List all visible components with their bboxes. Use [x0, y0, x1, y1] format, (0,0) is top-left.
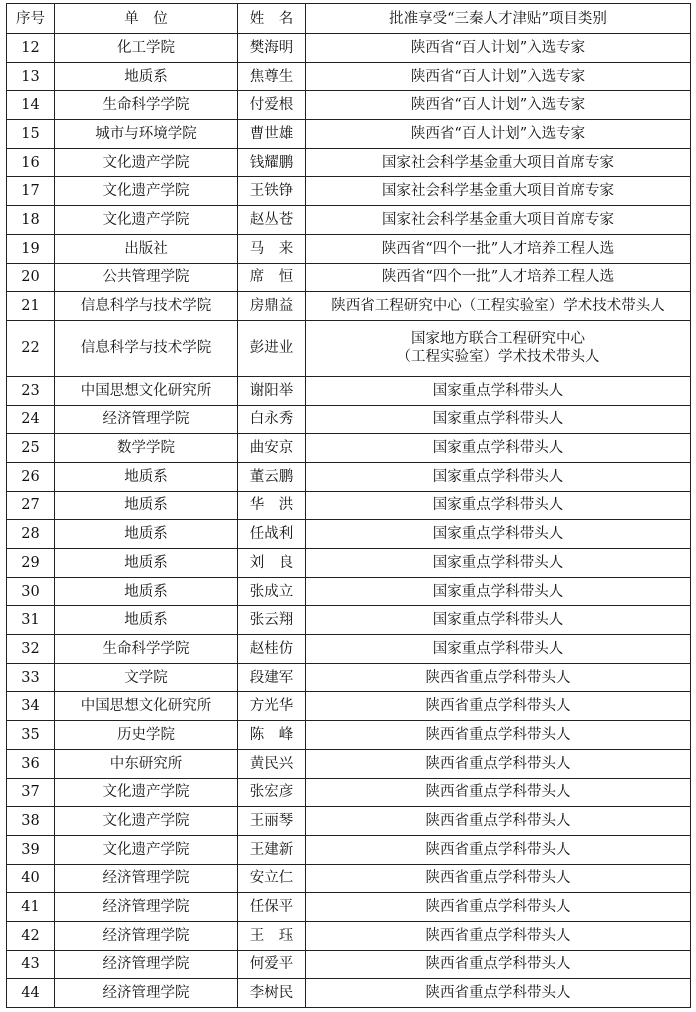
row-category: 陕西省工程研究中心（工程实验室）学术技术带头人 — [306, 292, 691, 321]
table-row — [7, 950, 691, 979]
talent-allowance-table — [6, 3, 691, 1008]
row-unit: 城市与环境学院 — [55, 120, 238, 149]
row-unit: 经济管理学院 — [55, 864, 238, 893]
row-person-name: 樊海明 — [238, 34, 306, 63]
row-person-name: 董云鹏 — [238, 462, 306, 491]
table-row — [7, 148, 691, 177]
row-category — [306, 320, 691, 376]
table-row — [7, 692, 691, 721]
table-row — [7, 979, 691, 1008]
row-unit: 经济管理学院 — [55, 893, 238, 922]
row-serial-number: 14 — [7, 91, 55, 120]
row-category: 国家重点学科带头人 — [306, 549, 691, 578]
row-person-name: 华 洪 — [238, 491, 306, 520]
table-row — [7, 635, 691, 664]
table-row — [7, 177, 691, 206]
row-person-name: 钱耀鹏 — [238, 148, 306, 177]
row-unit: 中国思想文化研究所 — [55, 692, 238, 721]
row-person-name: 刘 良 — [238, 549, 306, 578]
table-row — [7, 893, 691, 922]
table-row — [7, 663, 691, 692]
row-unit: 生命科学学院 — [55, 635, 238, 664]
row-unit: 历史学院 — [55, 721, 238, 750]
header-row — [7, 4, 691, 34]
table-row — [7, 778, 691, 807]
row-serial-number: 20 — [7, 263, 55, 292]
table-row — [7, 34, 691, 63]
row-category: 陕西省“百人计划”入选专家 — [306, 62, 691, 91]
row-person-name: 曲安京 — [238, 434, 306, 463]
row-serial-number: 15 — [7, 120, 55, 149]
row-person-name: 王铁铮 — [238, 177, 306, 206]
row-category: 国家社会科学基金重大项目首席专家 — [306, 206, 691, 235]
row-serial-number: 18 — [7, 206, 55, 235]
table-row — [7, 405, 691, 434]
row-serial-number: 27 — [7, 491, 55, 520]
row-unit: 文化遗产学院 — [55, 206, 238, 235]
row-unit: 经济管理学院 — [55, 979, 238, 1008]
row-unit: 文化遗产学院 — [55, 807, 238, 836]
row-unit: 文化遗产学院 — [55, 177, 238, 206]
table-row — [7, 835, 691, 864]
row-category: 陕西省重点学科带头人 — [306, 950, 691, 979]
row-category: 陕西省重点学科带头人 — [306, 692, 691, 721]
row-unit: 地质系 — [55, 606, 238, 635]
row-unit: 地质系 — [55, 462, 238, 491]
row-person-name: 彭进业 — [238, 320, 306, 376]
row-unit: 文化遗产学院 — [55, 835, 238, 864]
row-unit: 地质系 — [55, 491, 238, 520]
row-category: 国家重点学科带头人 — [306, 434, 691, 463]
row-category: 国家社会科学基金重大项目首席专家 — [306, 148, 691, 177]
row-category: 陕西省重点学科带头人 — [306, 721, 691, 750]
row-category: 国家重点学科带头人 — [306, 577, 691, 606]
table-row — [7, 320, 691, 376]
row-serial-number: 17 — [7, 177, 55, 206]
table-header — [7, 4, 691, 34]
row-serial-number: 34 — [7, 692, 55, 721]
row-person-name: 王建新 — [238, 835, 306, 864]
row-unit: 出版社 — [55, 234, 238, 263]
row-person-name: 任保平 — [238, 893, 306, 922]
row-person-name: 张成立 — [238, 577, 306, 606]
row-serial-number: 37 — [7, 778, 55, 807]
row-person-name: 谢阳举 — [238, 376, 306, 405]
row-category: 国家重点学科带头人 — [306, 462, 691, 491]
table-row — [7, 721, 691, 750]
row-serial-number: 16 — [7, 148, 55, 177]
row-serial-number: 30 — [7, 577, 55, 606]
row-serial-number: 32 — [7, 635, 55, 664]
row-serial-number: 19 — [7, 234, 55, 263]
row-category: 陕西省重点学科带头人 — [306, 921, 691, 950]
table-row — [7, 520, 691, 549]
row-unit: 公共管理学院 — [55, 263, 238, 292]
row-category: 陕西省重点学科带头人 — [306, 864, 691, 893]
row-category: 陕西省“四个一批”人才培养工程人选 — [306, 234, 691, 263]
row-unit: 地质系 — [55, 549, 238, 578]
row-serial-number: 36 — [7, 749, 55, 778]
header-category: 批准享受“三秦人才津贴”项目类别 — [306, 4, 691, 34]
row-unit: 文化遗产学院 — [55, 148, 238, 177]
row-serial-number: 26 — [7, 462, 55, 491]
row-person-name: 任战利 — [238, 520, 306, 549]
row-category: 陕西省重点学科带头人 — [306, 663, 691, 692]
row-category: 陕西省重点学科带头人 — [306, 807, 691, 836]
row-person-name: 李树民 — [238, 979, 306, 1008]
row-unit: 中东研究所 — [55, 749, 238, 778]
row-person-name: 何爱平 — [238, 950, 306, 979]
table-row — [7, 462, 691, 491]
table-row — [7, 807, 691, 836]
row-category: 国家社会科学基金重大项目首席专家 — [306, 177, 691, 206]
row-person-name: 陈 峰 — [238, 721, 306, 750]
row-category: 陕西省重点学科带头人 — [306, 979, 691, 1008]
row-serial-number: 23 — [7, 376, 55, 405]
table-row — [7, 91, 691, 120]
row-serial-number: 35 — [7, 721, 55, 750]
table-row — [7, 606, 691, 635]
row-category: 陕西省“百人计划”入选专家 — [306, 120, 691, 149]
row-person-name: 黄民兴 — [238, 749, 306, 778]
table-row — [7, 292, 691, 321]
row-category: 国家重点学科带头人 — [306, 405, 691, 434]
row-unit: 文学院 — [55, 663, 238, 692]
row-category: 陕西省“百人计划”入选专家 — [306, 91, 691, 120]
row-category: 国家重点学科带头人 — [306, 635, 691, 664]
row-category: 国家重点学科带头人 — [306, 520, 691, 549]
table-row — [7, 263, 691, 292]
row-serial-number: 42 — [7, 921, 55, 950]
row-unit: 地质系 — [55, 62, 238, 91]
row-category: 陕西省重点学科带头人 — [306, 893, 691, 922]
table-row — [7, 921, 691, 950]
row-category: 国家重点学科带头人 — [306, 491, 691, 520]
row-category: 陕西省重点学科带头人 — [306, 778, 691, 807]
table-row — [7, 120, 691, 149]
row-unit: 经济管理学院 — [55, 950, 238, 979]
table-row — [7, 376, 691, 405]
row-person-name: 张宏彦 — [238, 778, 306, 807]
row-unit: 经济管理学院 — [55, 405, 238, 434]
row-serial-number: 31 — [7, 606, 55, 635]
table-row — [7, 234, 691, 263]
table-row — [7, 864, 691, 893]
table-row — [7, 434, 691, 463]
row-category-line: （工程实验室）学术技术带头人 — [396, 349, 600, 366]
row-unit: 地质系 — [55, 577, 238, 606]
table-row — [7, 577, 691, 606]
row-serial-number: 12 — [7, 34, 55, 63]
row-serial-number: 21 — [7, 292, 55, 321]
row-category: 陕西省“百人计划”入选专家 — [306, 34, 691, 63]
row-unit: 数学学院 — [55, 434, 238, 463]
row-serial-number: 22 — [7, 320, 55, 376]
row-person-name: 焦尊生 — [238, 62, 306, 91]
header-unit: 单 位 — [55, 4, 238, 34]
row-unit: 生命科学学院 — [55, 91, 238, 120]
row-person-name: 赵丛苍 — [238, 206, 306, 235]
row-serial-number: 41 — [7, 893, 55, 922]
row-serial-number: 40 — [7, 864, 55, 893]
row-category: 国家重点学科带头人 — [306, 376, 691, 405]
row-person-name: 白永秀 — [238, 405, 306, 434]
row-unit: 经济管理学院 — [55, 921, 238, 950]
row-person-name: 付爱根 — [238, 91, 306, 120]
row-serial-number: 39 — [7, 835, 55, 864]
row-person-name: 马 来 — [238, 234, 306, 263]
row-person-name: 王丽琴 — [238, 807, 306, 836]
row-category: 国家重点学科带头人 — [306, 606, 691, 635]
row-unit: 地质系 — [55, 520, 238, 549]
row-unit: 信息科学与技术学院 — [55, 320, 238, 376]
row-serial-number: 43 — [7, 950, 55, 979]
row-serial-number: 28 — [7, 520, 55, 549]
row-serial-number: 29 — [7, 549, 55, 578]
row-unit: 化工学院 — [55, 34, 238, 63]
table-body — [7, 34, 691, 1008]
row-person-name: 方光华 — [238, 692, 306, 721]
row-person-name: 房鼎益 — [238, 292, 306, 321]
table-row — [7, 749, 691, 778]
row-serial-number: 38 — [7, 807, 55, 836]
row-person-name: 段建军 — [238, 663, 306, 692]
row-unit: 信息科学与技术学院 — [55, 292, 238, 321]
row-person-name: 曹世雄 — [238, 120, 306, 149]
row-person-name: 赵桂仿 — [238, 635, 306, 664]
row-person-name: 安立仁 — [238, 864, 306, 893]
row-category: 陕西省“四个一批”人才培养工程人选 — [306, 263, 691, 292]
row-serial-number: 13 — [7, 62, 55, 91]
row-category-line: 国家地方联合工程研究中心 — [411, 331, 585, 348]
row-serial-number: 33 — [7, 663, 55, 692]
table-row — [7, 62, 691, 91]
header-serial-number: 序号 — [7, 4, 55, 34]
row-person-name: 席 恒 — [238, 263, 306, 292]
table-row — [7, 206, 691, 235]
table-row — [7, 549, 691, 578]
row-person-name: 王 珏 — [238, 921, 306, 950]
row-person-name: 张云翔 — [238, 606, 306, 635]
row-category: 陕西省重点学科带头人 — [306, 835, 691, 864]
row-unit: 文化遗产学院 — [55, 778, 238, 807]
row-serial-number: 24 — [7, 405, 55, 434]
row-unit: 中国思想文化研究所 — [55, 376, 238, 405]
table-row — [7, 491, 691, 520]
header-name: 姓 名 — [238, 4, 306, 34]
row-serial-number: 25 — [7, 434, 55, 463]
row-category: 陕西省重点学科带头人 — [306, 749, 691, 778]
row-serial-number: 44 — [7, 979, 55, 1008]
